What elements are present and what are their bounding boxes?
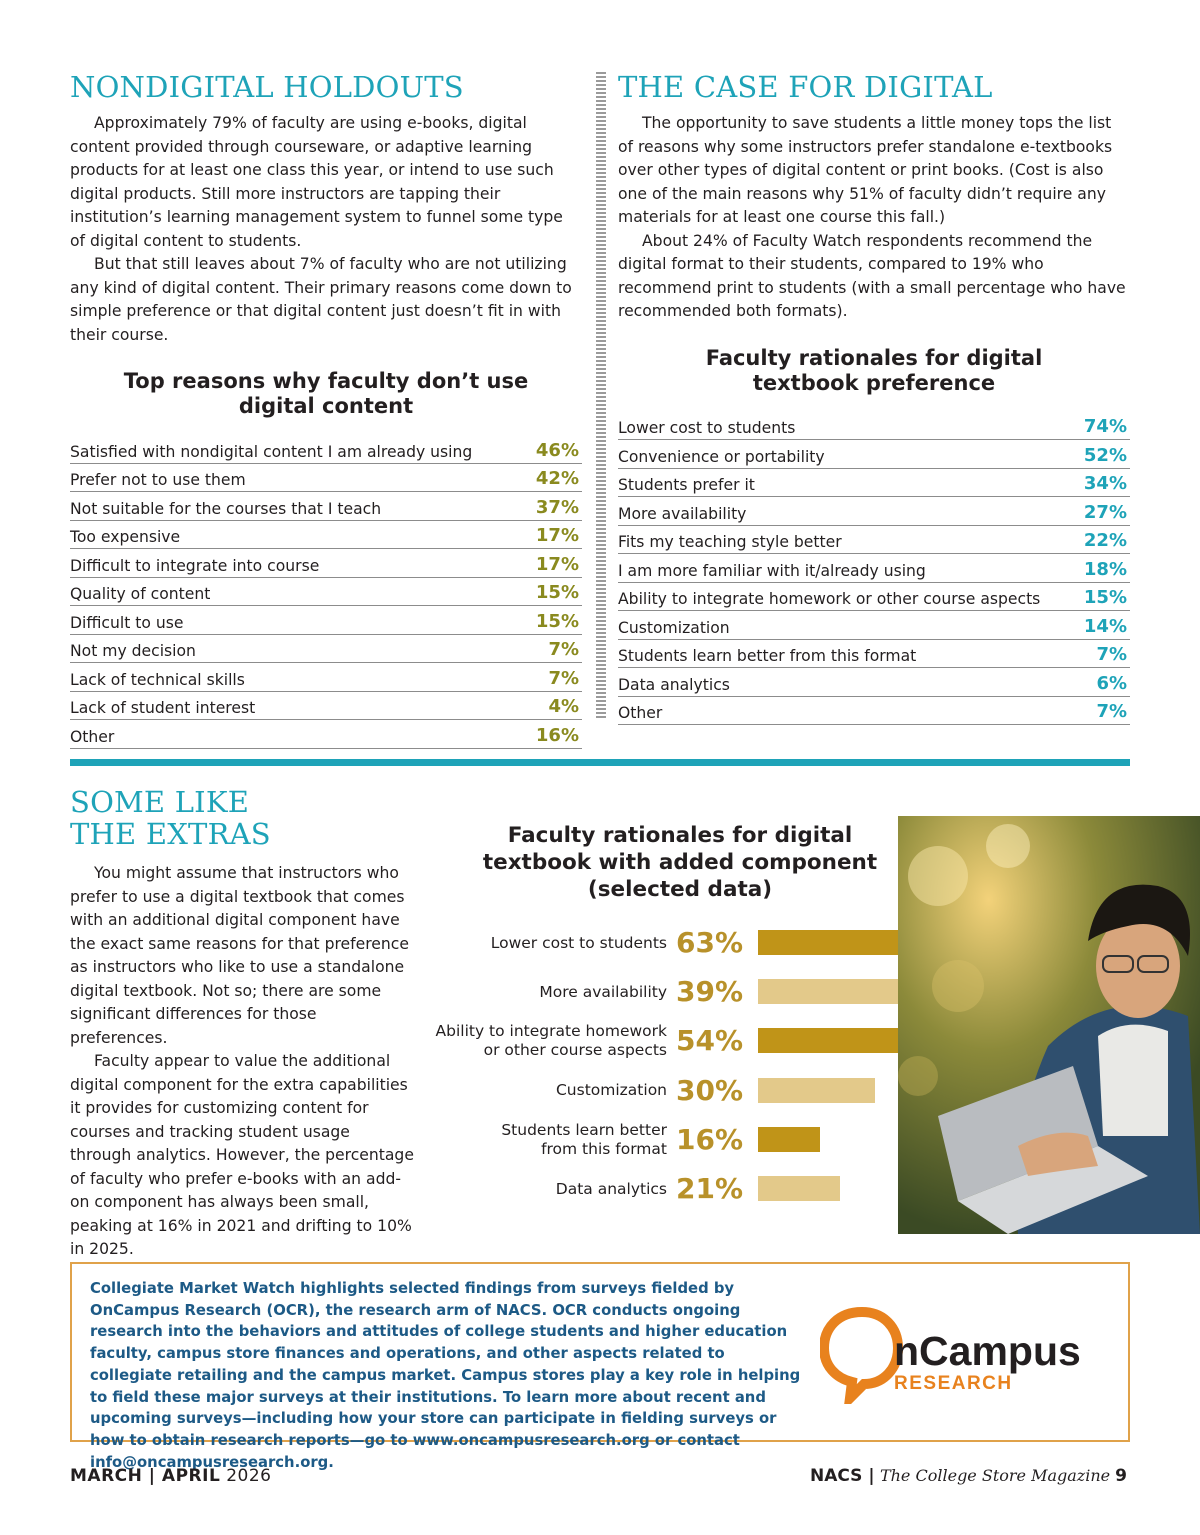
bar-row xyxy=(440,1168,900,1210)
bar-category-label: Data analytics xyxy=(555,1179,667,1198)
chart-title-line: (selected data) xyxy=(587,877,773,902)
row-label: Data analytics xyxy=(618,675,730,694)
section-title-line: THE EXTRAS xyxy=(70,817,271,851)
nondigital-holdouts-section xyxy=(70,70,582,749)
student-photo-illustration xyxy=(898,816,1200,1234)
bar-category-label: More availability xyxy=(539,982,667,1001)
publication-footer xyxy=(810,1466,1130,1490)
row-label: Fits my teaching style better xyxy=(618,533,842,551)
table-row xyxy=(618,440,1130,469)
bar-value-label: 54% xyxy=(676,1024,744,1058)
table-row xyxy=(618,583,1130,612)
row-percent: 7% xyxy=(1096,701,1127,722)
bar-category-label: Ability to integrate homework or other course aspects xyxy=(435,1022,667,1060)
row-percent: 6% xyxy=(1096,672,1127,694)
table-row xyxy=(618,412,1130,441)
paragraph: Faculty appear to value the additional digital component for the extra capabilities it provides for customizing content for courses and tracking student usage through analytics. However, the percentage of faculty who prefer e-books with an add-on component has always been small, peaking at 16% in 2021 and drifting to 10% in 2025. xyxy=(70,1052,414,1258)
row-label: Too expensive xyxy=(70,528,181,546)
table-row xyxy=(618,611,1130,640)
bar xyxy=(758,1078,875,1103)
row-percent: 15% xyxy=(535,582,579,603)
row-label: Quality of content xyxy=(70,585,211,603)
table-row xyxy=(70,606,582,635)
table-row xyxy=(70,663,582,692)
row-percent: 4% xyxy=(548,696,579,717)
oncampus-logo-icon xyxy=(820,1304,1115,1404)
row-label: Prefer not to use them xyxy=(70,471,246,489)
table-row xyxy=(70,521,582,550)
bar-row xyxy=(440,1070,900,1112)
row-label: Not my decision xyxy=(70,642,196,660)
some-like-the-extras-section xyxy=(70,786,415,1262)
table-row xyxy=(70,549,582,578)
table-row xyxy=(70,578,582,607)
oncampus-research-info-box xyxy=(70,1262,1130,1471)
added-component-bar-chart xyxy=(435,822,900,1222)
table-row xyxy=(618,668,1130,697)
case-for-digital-section xyxy=(618,70,1130,725)
table-row xyxy=(70,492,582,521)
section-divider xyxy=(70,759,1130,766)
bar xyxy=(758,979,910,1004)
row-label: Lack of technical skills xyxy=(70,670,245,689)
section-body xyxy=(70,862,415,1262)
table-row xyxy=(618,497,1130,526)
section-title xyxy=(70,786,415,850)
table-title xyxy=(70,369,582,419)
bar-category-label: Customization xyxy=(555,1081,667,1100)
section-title: NONDIGITAL HOLDOUTS xyxy=(70,70,464,104)
row-label: Difficult to use xyxy=(70,613,184,632)
chart-title xyxy=(460,822,900,903)
column-divider xyxy=(596,72,606,720)
row-label: Satisfied with nondigital content I am already using xyxy=(70,442,473,461)
bar-category-label: Lower cost to students xyxy=(490,933,667,952)
bar xyxy=(758,1176,840,1201)
table-row xyxy=(70,692,582,721)
student-laptop-photo xyxy=(898,816,1200,1234)
page-number: 9 xyxy=(1115,1466,1127,1486)
bar-row xyxy=(440,971,900,1013)
table-title-line: Top reasons why faculty don’t use xyxy=(123,369,529,393)
table-row xyxy=(70,720,582,749)
paragraph: Approximately 79% of faculty are using e-books, digital content provided through courseware, or adaptive learning products for at least one class this year, or intend to use such digital products. Still more instructors are tapping their institution’s learning management system to funnel some type of digital content to students. xyxy=(70,114,563,250)
table-row xyxy=(70,635,582,664)
reasons-table xyxy=(70,435,582,749)
row-label: Lack of student interest xyxy=(70,699,256,717)
table-row xyxy=(618,469,1130,498)
paragraph: The opportunity to save students a little money tops the list of reasons why some instructors prefer standalone e-textbooks over other types of digital content or print books. (Cost is also one of the main reasons why 51% of faculty didn’t require any materials for at least one course this fall.) xyxy=(618,114,1113,226)
row-percent: 22% xyxy=(1083,530,1127,551)
row-percent: 34% xyxy=(1083,473,1127,494)
issue-months: MARCH | APRIL xyxy=(70,1466,221,1486)
section-title: THE CASE FOR DIGITAL xyxy=(618,70,993,104)
paragraph: But that still leaves about 7% of faculty who are not utilizing any kind of digital content. Their primary reasons come down to simple preference or that digital content just doesn’t fit in with their course. xyxy=(70,255,572,344)
table-row xyxy=(618,526,1130,555)
bar-row xyxy=(440,1119,900,1161)
org-name: NACS | xyxy=(810,1466,875,1486)
bar-value-label: 30% xyxy=(676,1073,744,1107)
bar-value-label: 21% xyxy=(676,1172,744,1205)
table-row xyxy=(618,697,1130,726)
row-label: Customization xyxy=(618,618,730,637)
row-percent: 7% xyxy=(548,667,579,689)
section-title-line: SOME LIKE xyxy=(70,785,250,819)
paragraph: About 24% of Faculty Watch respondents recommend the digital format to their students, compared to 19% who recommend print to students (with a small percentage who have recommended both formats). xyxy=(618,231,1126,320)
row-label: Ability to integrate homework or other course aspects xyxy=(618,590,1041,608)
row-label: Convenience or portability xyxy=(618,447,825,466)
table-row xyxy=(618,640,1130,669)
table-title-line: digital content xyxy=(238,394,414,418)
chart-title-line: textbook with added component xyxy=(482,850,878,875)
bar-category-label: Students learn better from this format xyxy=(501,1120,667,1158)
row-percent: 16% xyxy=(535,724,579,746)
bar-value-label: 16% xyxy=(676,1122,744,1156)
bar-value-label: 63% xyxy=(676,926,744,959)
row-percent: 15% xyxy=(535,610,579,632)
row-label: Other xyxy=(618,704,663,722)
row-percent: 46% xyxy=(535,439,579,461)
row-percent: 37% xyxy=(535,496,579,518)
magazine-name: The College Store Magazine xyxy=(879,1466,1111,1485)
issue-date xyxy=(70,1466,271,1490)
table-row xyxy=(70,435,582,464)
row-label: Difficult to integrate into course xyxy=(70,556,320,575)
bar-row xyxy=(435,1020,900,1062)
row-percent: 27% xyxy=(1083,501,1127,523)
rationales-table xyxy=(618,412,1130,726)
table-title-line: Faculty rationales for digital xyxy=(705,345,1043,370)
row-percent: 17% xyxy=(535,553,579,575)
row-label: Not suitable for the courses that I teach xyxy=(70,499,382,518)
row-percent: 74% xyxy=(1083,416,1127,437)
bar xyxy=(758,1127,820,1152)
row-percent: 17% xyxy=(535,525,579,546)
row-label: I am more familiar with it/already using xyxy=(618,561,926,580)
row-label: More availability xyxy=(618,504,747,523)
logo-wordmark: nCampus xyxy=(894,1328,1081,1374)
info-text: Collegiate Market Watch highlights selected findings from surveys fielded by OnCampus Research (OCR), the research arm of NACS. OCR conducts ongoing research into the behaviors and attitudes of college students and higher education faculty, campus store finances and operations, and other aspects related to collegiate retailing and the campus market. Campus stores play a key role in helping to field these major surveys at their institutions. To learn more about recent and upcoming surveys—including how your store can participate in fielding surveys or how to obtain research reports—go to www.oncampusresearch.org or contact info@oncampusresearch.org. xyxy=(90,1280,801,1471)
bar-row xyxy=(440,922,900,964)
row-percent: 42% xyxy=(535,468,579,489)
row-percent: 15% xyxy=(1083,587,1127,608)
chart-title-line: Faculty rationales for digital xyxy=(507,823,853,848)
table-title xyxy=(618,346,1130,396)
row-percent: 18% xyxy=(1083,558,1127,580)
issue-year: 2026 xyxy=(226,1466,272,1486)
logo-subtext: RESEARCH xyxy=(894,1373,1013,1394)
table-title-line: textbook preference xyxy=(752,370,996,395)
oncampus-research-logo xyxy=(820,1304,1115,1404)
row-percent: 7% xyxy=(1096,644,1127,665)
row-label: Lower cost to students xyxy=(618,419,796,437)
bar-value-label: 39% xyxy=(676,975,744,1009)
table-row xyxy=(70,464,582,493)
row-label: Students learn better from this format xyxy=(618,647,917,665)
row-label: Other xyxy=(70,727,115,746)
table-row xyxy=(618,554,1130,583)
section-body xyxy=(618,112,1130,324)
section-body xyxy=(70,112,582,347)
row-percent: 52% xyxy=(1083,444,1127,466)
row-label: Students prefer it xyxy=(618,476,755,494)
row-percent: 7% xyxy=(548,639,579,660)
paragraph: You might assume that instructors who prefer to use a digital textbook that comes with an additional digital component have the exact same reasons for that preference as instructors who like to use a standalone digital textbook. Not so; there are some significant differences for those preferences. xyxy=(70,864,409,1047)
row-percent: 14% xyxy=(1083,615,1127,637)
